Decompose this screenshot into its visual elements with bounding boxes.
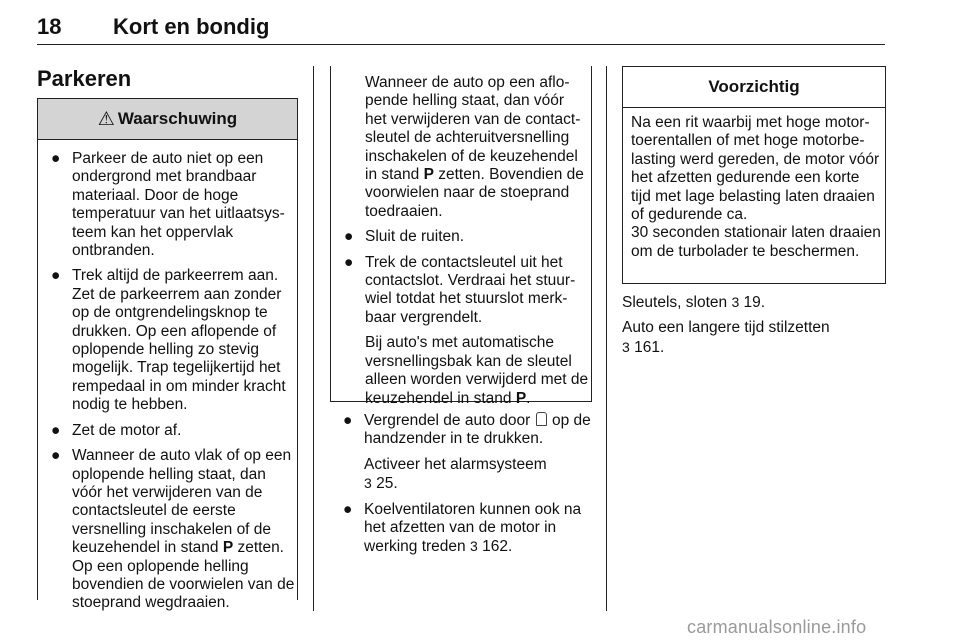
gear-position-p: P bbox=[222, 539, 234, 557]
list-item: ● Vergrendel de auto door op de handzender in te drukken. bbox=[343, 412, 591, 448]
keys-reference: Sleutels, sloten 3 19. bbox=[622, 294, 766, 311]
warning-item: ● Sluit de ruiten. bbox=[344, 228, 465, 246]
warning-item-text: Parkeer de auto niet op een ondergrond met brandbaar materiaal. Door de hoge temperatuur van het uitlaatsysteem kan het oppervlak ontbranden. bbox=[72, 150, 285, 260]
warning-triangle-icon: ⚠ bbox=[97, 108, 115, 130]
warning-item: ● Trek de contactsleutel uit het contactslot. Verdraai het stuurwiel totdat het stuurslot merkbaar vergrendelt. bbox=[344, 253, 576, 326]
caution-title: Voorzichtig bbox=[708, 77, 800, 96]
gear-position-p: P bbox=[515, 389, 527, 407]
warning-item: ● Wanneer de auto vlak of op een oplopende helling staat, dan vóór het verwijderen van de contactsleutel de eerste versnelling inschakelen of de keuzehendel in stand P zetten. Op een oplopende helling bovendien de voorwielen van de stoeprand wegdraaien. bbox=[51, 447, 295, 612]
middle-text bbox=[330, 412, 595, 564]
warning-box-continued bbox=[330, 66, 592, 407]
page-ref-icon: 3 bbox=[364, 475, 372, 492]
column-divider-2 bbox=[606, 66, 607, 611]
page-ref[interactable]: 25. bbox=[376, 475, 398, 493]
caution-text: Na een rit waarbij met hoge motortoerentallen of met hoge motorbelasting werd gereden, de motor vóór het afzetten gedurende een korte tijd met lage belasting laten draaien of gedurende ca. bbox=[631, 114, 880, 224]
caution-box bbox=[622, 66, 886, 284]
warning-item: ● Trek altijd de parkeerrem aan. Zet de parkeerrem aan zonder op de ontgrendelingsknop te drukken. Op een aflopende of oplopende helling zo stevig mogelijk. Trap tegelijkertijd het rempedaal in om minder kracht nodig te hebben. bbox=[51, 267, 286, 414]
caution-header bbox=[623, 67, 885, 108]
warning-item-text: Zet de motor af. bbox=[72, 421, 182, 439]
page-ref-icon: 3 bbox=[731, 294, 740, 310]
page-ref[interactable]: 19. bbox=[743, 294, 766, 311]
chapter-title: Kort en bondig bbox=[113, 14, 270, 39]
caution-text: 30 seconden stationair laten draaien om de turbolader te beschermen. bbox=[631, 224, 881, 260]
warning-title: Waarschuwing bbox=[117, 109, 238, 128]
page-header bbox=[37, 8, 885, 45]
warning-item: ● Zet de motor af. bbox=[51, 421, 182, 439]
list-item: ● Koelventilatoren kunnen ook na het afzetten van de motor in werking treden 3 162. bbox=[343, 500, 582, 556]
section-title: Parkeren bbox=[37, 66, 132, 91]
warning-continuation: Wanneer de auto op een aflopende helling staat, dan vóór het verwijderen van de contactsleutel de achteruitversnelling inschakelen of de keuzehendel in stand P zetten. Bovendien de voorwielen naar de stoeprand toedraaien. bbox=[365, 74, 584, 220]
alarm-note: Activeer het alarmsysteem 3 25. bbox=[364, 455, 547, 493]
page-number: 18 bbox=[37, 14, 62, 39]
page-ref-icon: 3 bbox=[469, 538, 478, 555]
warning-item-text: Trek altijd de parkeerrem aan. Zet de parkeerrem aan zonder op de ontgrendelingsknop te drukken. Op een aflopende of oplopende helling zo stevig mogelijk. Trap tegelijkertijd het rempedaal in om minder kracht nodig te hebben. bbox=[72, 267, 286, 414]
warning-item: ● Parkeer de auto niet op een ondergrond met brandbaar materiaal. Door de hoge temperatuur van het uitlaatsysteem kan het oppervlak ontbranden. bbox=[51, 150, 285, 260]
lock-icon bbox=[536, 412, 547, 426]
warning-header bbox=[38, 99, 297, 140]
automatic-note: Bij auto's met automatische versnellingsbak kan de sleutel alleen worden verwijderd met de keuzehendel in stand P. bbox=[365, 334, 589, 407]
page-ref[interactable]: 161. bbox=[634, 338, 665, 356]
page-ref-icon: 3 bbox=[622, 338, 630, 355]
warning-box bbox=[37, 98, 298, 612]
storage-reference: Auto een langere tijd stilzetten 3 161. bbox=[622, 319, 830, 356]
column-divider-1 bbox=[313, 66, 314, 611]
cross-references bbox=[622, 293, 882, 357]
gear-position-p: P bbox=[423, 166, 434, 184]
page-ref[interactable]: 162. bbox=[482, 538, 513, 556]
watermark: carmanualsonline.info bbox=[687, 617, 867, 637]
